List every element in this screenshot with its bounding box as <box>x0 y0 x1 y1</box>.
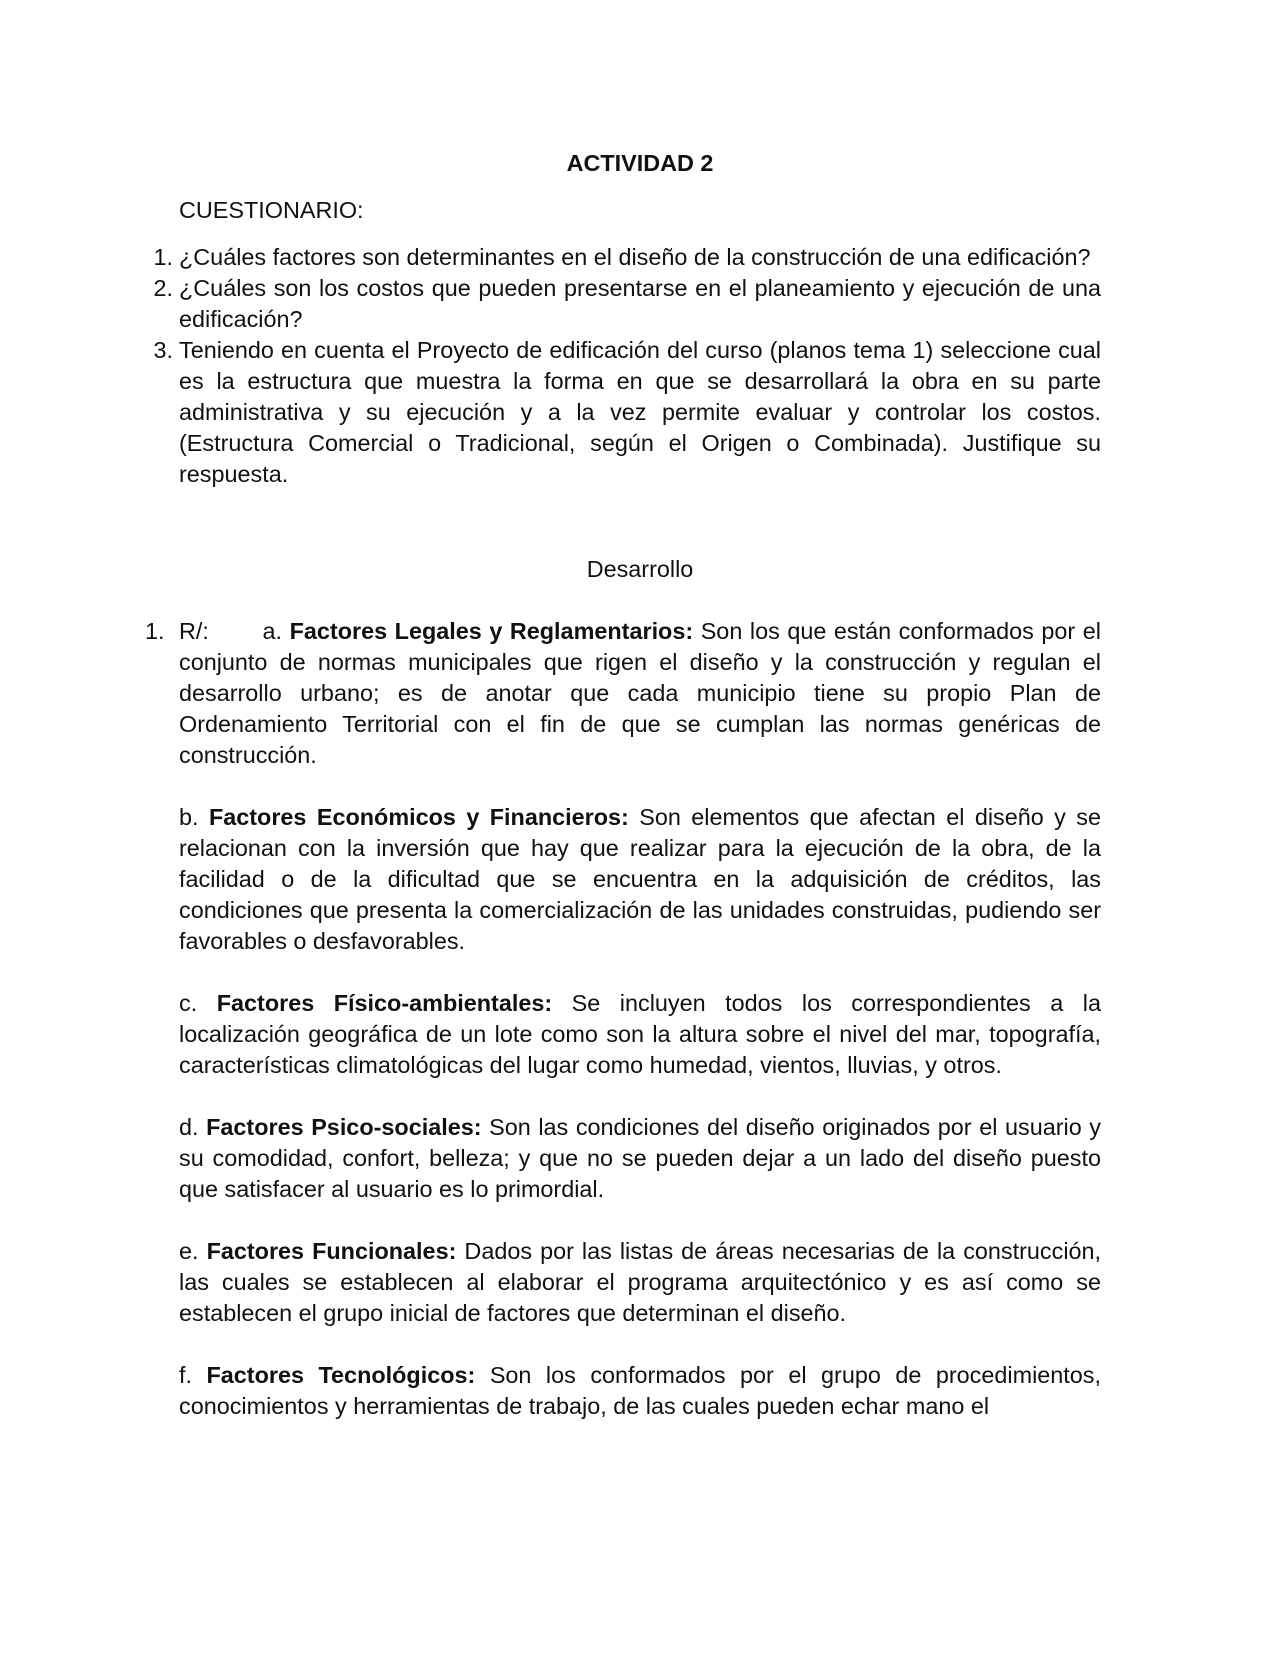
answer-number: 1. <box>145 618 165 644</box>
item-heading: Factores Legales y Reglamentarios: <box>289 618 694 644</box>
item-text: Son los conformados por el grupo de procedimientos, conocimientos y herramientas de trabajo, de las cuales pueden echar mano el <box>179 1362 1101 1419</box>
question-text: ¿Cuáles son los costos que pueden presentarse en el planeamiento y ejecución de una edificación? <box>179 275 1101 332</box>
item-text: Dados por las listas de áreas necesarias de la construcción, las cuales se establecen al elaborar el programa arquitectónico y es así como se establecen el grupo inicial de factores que determinan el diseño. <box>179 1238 1102 1326</box>
item-letter: e. <box>179 1238 199 1264</box>
answer-item <box>179 988 1101 1081</box>
item-heading: Factores Funcionales: <box>206 1238 457 1264</box>
answer-item <box>179 1236 1101 1329</box>
question-text: Teniendo en cuenta el Proyecto de edificación del curso (planos tema 1) seleccione cual es la estructura que muestra la forma en que se desarrollará la obra en su parte administrativa y su ejecución y a la vez permite evaluar y controlar los costos. (Estructura Comercial o Tradicional, según el Origen o Combinada). Justifique su respuesta. <box>179 337 1101 487</box>
question-number: 3. <box>153 337 173 363</box>
item-heading: Factores Económicos y Financieros: <box>208 804 629 830</box>
question-number: 1. <box>153 244 173 270</box>
item-text: Son los que están conformados por el conjunto de normas municipales que rigen el diseño y la construcción y regulan el desarrollo urbano; es de anotar que cada municipio tiene su propio Plan de Ordenamiento Territorial con el fin de que se cumplan las normas genéricas de construcción. <box>179 618 1101 768</box>
question-item <box>153 335 1101 490</box>
item-letter: f. <box>179 1362 192 1388</box>
item-heading: Factores Tecnológicos: <box>206 1362 476 1388</box>
answer-item <box>179 1360 1101 1422</box>
item-text: Se incluyen todos los correspondientes a la localización geográfica de un lote como son la altura sobre el nivel del mar, topografía, características climatológicas del lugar como humedad, vientos, lluvias, y otros. <box>179 990 1102 1078</box>
document-title: ACTIVIDAD 2 <box>566 150 714 176</box>
question-item <box>153 273 1101 335</box>
questionnaire-heading: CUESTIONARIO: <box>179 197 364 223</box>
question-number: 2. <box>153 275 173 301</box>
section-title: Desarrollo <box>586 556 694 582</box>
item-letter: d. <box>179 1114 199 1140</box>
item-letter: c. <box>179 990 198 1016</box>
answer-section <box>145 616 1102 1453</box>
item-heading: Factores Físico-ambientales: <box>216 990 553 1016</box>
answer-item <box>179 1112 1101 1205</box>
question-list <box>153 242 1101 490</box>
answer-item <box>145 616 1101 771</box>
item-text: Son elementos que afectan el diseño y se relacionan con la inversión que hay que realizar para la ejecución de la obra, de la facilidad o de la dificultad que se encuentra en la adquisición de créditos, las condiciones que presenta la comercialización de las unidades construidas, pudiendo ser favorables o desfavorables. <box>179 804 1101 954</box>
item-letter: a. <box>262 618 283 644</box>
question-text: ¿Cuáles factores son determinantes en el diseño de la construcción de una edificación? <box>179 244 1091 270</box>
item-heading: Factores Psico-sociales: <box>206 1114 482 1140</box>
answer-prefix: R/: <box>179 618 209 644</box>
answer-item <box>179 802 1101 957</box>
question-item <box>153 242 1101 273</box>
item-letter: b. <box>179 804 199 830</box>
item-text: Son las condiciones del diseño originados por el usuario y su comodidad, confort, belleza; y que no se pueden dejar a un lado del diseño puesto que satisfacer al usuario es lo primordial. <box>179 1114 1101 1202</box>
